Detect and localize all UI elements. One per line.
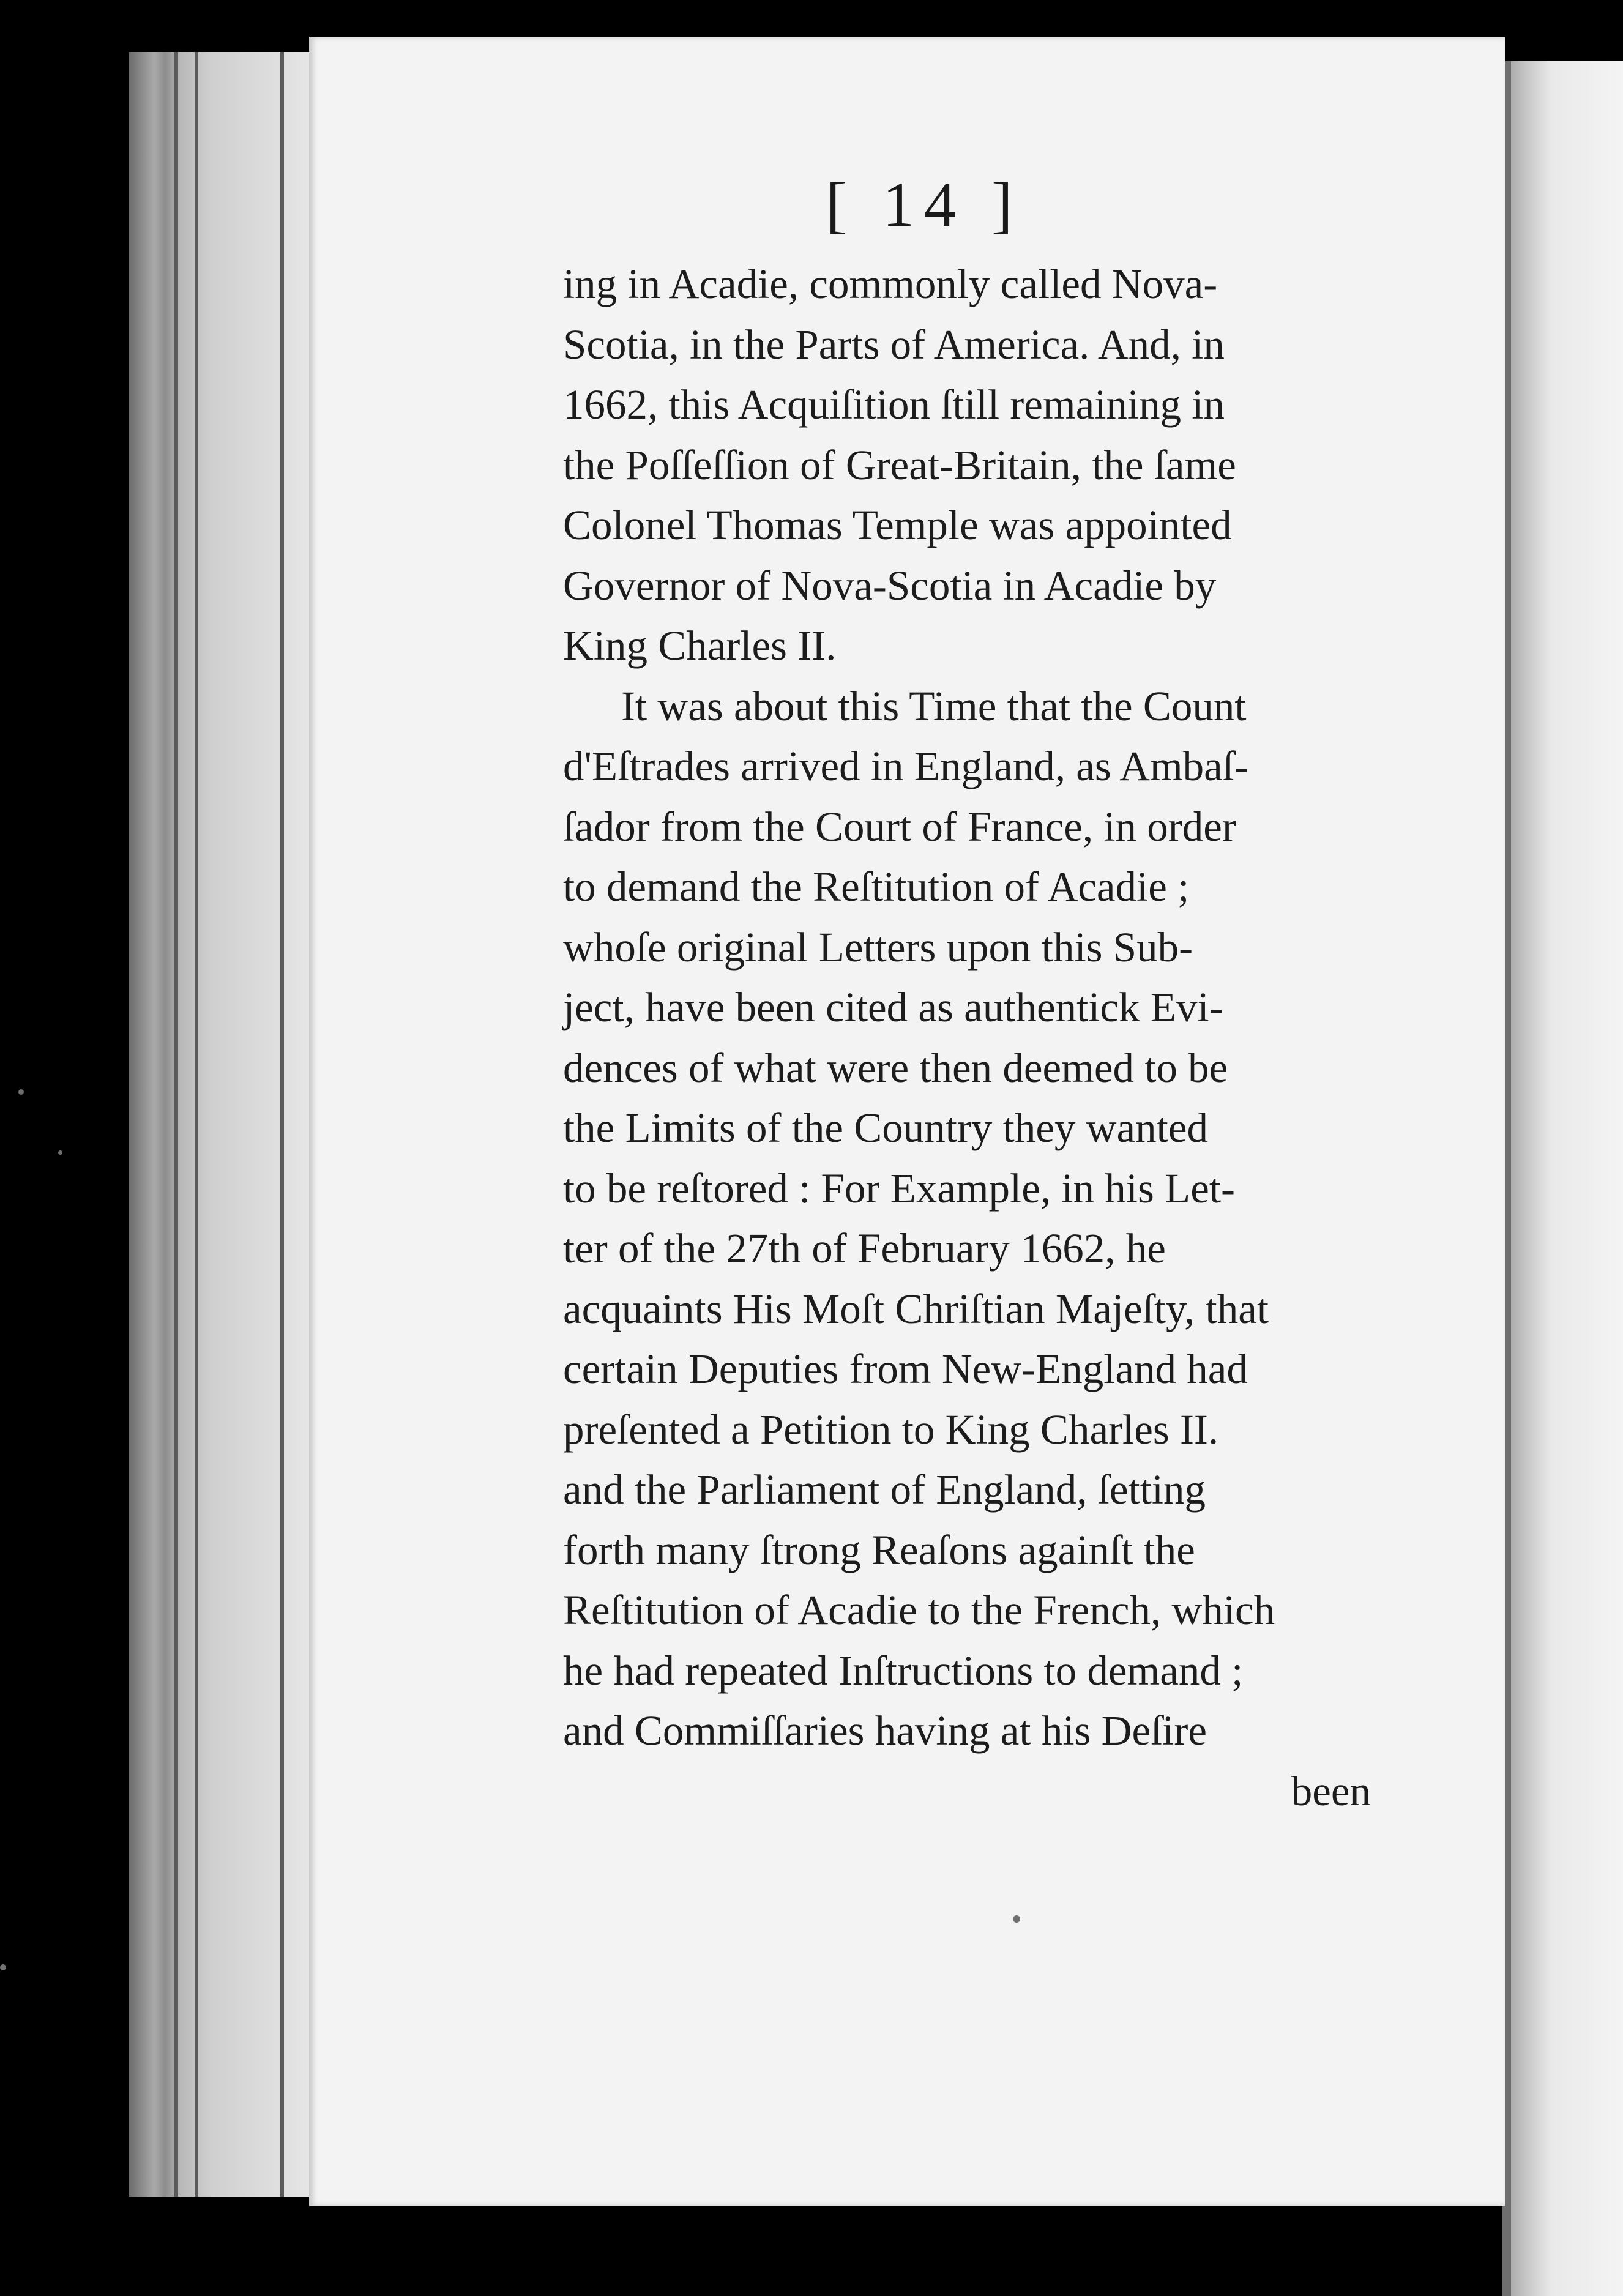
- text-line: [563, 1218, 1371, 1279]
- text-line-content: ing in Acadie, commonly called Nova-: [563, 261, 1218, 307]
- text-line: [563, 254, 1371, 315]
- text-line: [563, 1158, 1371, 1219]
- page-edge-line: [280, 52, 284, 2197]
- text-line-content: preſented a Petition to King Charles II.: [563, 1406, 1219, 1453]
- scan-speck: [18, 1089, 24, 1095]
- text-line-content: It was about this Time that the Count: [621, 682, 1247, 729]
- text-line: [563, 435, 1371, 496]
- text-line-content: to be reſtored : For Example, in his Let-: [563, 1165, 1235, 1212]
- text-line-content: Colonel Thomas Temple was appointed: [563, 502, 1232, 548]
- page-edge-line: [195, 52, 198, 2197]
- text-line: [563, 1038, 1371, 1098]
- text-line: [563, 1641, 1371, 1701]
- text-line-content: King Charles II.: [563, 622, 837, 669]
- page-number: [ 14 ]: [826, 170, 1023, 240]
- text-line-content: forth many ſtrong Reaſons againſt the: [563, 1526, 1195, 1573]
- text-line-content: Governor of Nova-Scotia in Acadie by: [563, 562, 1217, 609]
- text-line: [563, 616, 1371, 676]
- book-edge-left: [129, 52, 312, 2197]
- text-line: [563, 1098, 1371, 1158]
- text-line: [563, 1520, 1371, 1581]
- text-line-content: certain Deputies from New-England had: [563, 1346, 1248, 1392]
- scan-speck: [1013, 1915, 1020, 1923]
- body-text: [563, 254, 1371, 1821]
- text-line-content: the Limits of the Country they wanted: [563, 1105, 1208, 1151]
- text-line-content: dences of what were then deemed to be: [563, 1044, 1228, 1091]
- text-line: [563, 1400, 1371, 1460]
- text-line-content: and the Parliament of England, ſetting: [563, 1466, 1206, 1513]
- text-line-content: ter of the 27th of February 1662, he: [563, 1225, 1166, 1272]
- catchword: been: [1291, 1767, 1371, 1814]
- text-line: [563, 315, 1371, 375]
- text-line: [563, 857, 1371, 917]
- facing-page-edge: [1502, 61, 1623, 2296]
- text-line-content: Reſtitution of Acadie to the French, which: [563, 1587, 1275, 1633]
- page-edge-line: [174, 52, 178, 2197]
- text-line-content: d'Eſtrades arrived in England, as Ambaſ-: [563, 743, 1248, 789]
- text-line: [563, 556, 1371, 616]
- text-line: [563, 375, 1371, 435]
- text-line-content: and Commiſſaries having at his Deſire: [563, 1707, 1207, 1754]
- text-line: [563, 1279, 1371, 1340]
- text-line-content: ject, have been cited as authentick Evi-: [563, 984, 1223, 1031]
- scan-speck: [58, 1150, 62, 1155]
- text-line-content: the Poſſeſſion of Great-Britain, the ſame: [563, 441, 1236, 488]
- text-line-content: Scotia, in the Parts of America. And, in: [563, 321, 1225, 368]
- text-line-content: acquaints His Moſt Chriſtian Majeſty, that: [563, 1285, 1269, 1332]
- text-line: [563, 676, 1371, 737]
- text-line-content: whoſe original Letters upon this Sub-: [563, 923, 1193, 971]
- text-line: [563, 1339, 1371, 1400]
- text-line: [563, 797, 1371, 857]
- text-line: [563, 1701, 1371, 1761]
- text-line: [563, 917, 1371, 978]
- catchword-line: [563, 1761, 1371, 1822]
- text-line-content: he had repeated Inſtructions to demand ;: [563, 1647, 1244, 1694]
- text-line-content: 1662, this Acquiſition ſtill remaining in: [563, 381, 1225, 428]
- text-line: [563, 977, 1371, 1038]
- text-line: [563, 1459, 1371, 1520]
- text-line: [563, 495, 1371, 556]
- text-line: [563, 1580, 1371, 1641]
- scan-speck: [0, 1964, 6, 1970]
- text-line-content: ſador from the Court of France, in order: [563, 803, 1236, 850]
- text-line: [563, 736, 1371, 797]
- text-line-content: to demand the Reſtitution of Acadie ;: [563, 863, 1190, 910]
